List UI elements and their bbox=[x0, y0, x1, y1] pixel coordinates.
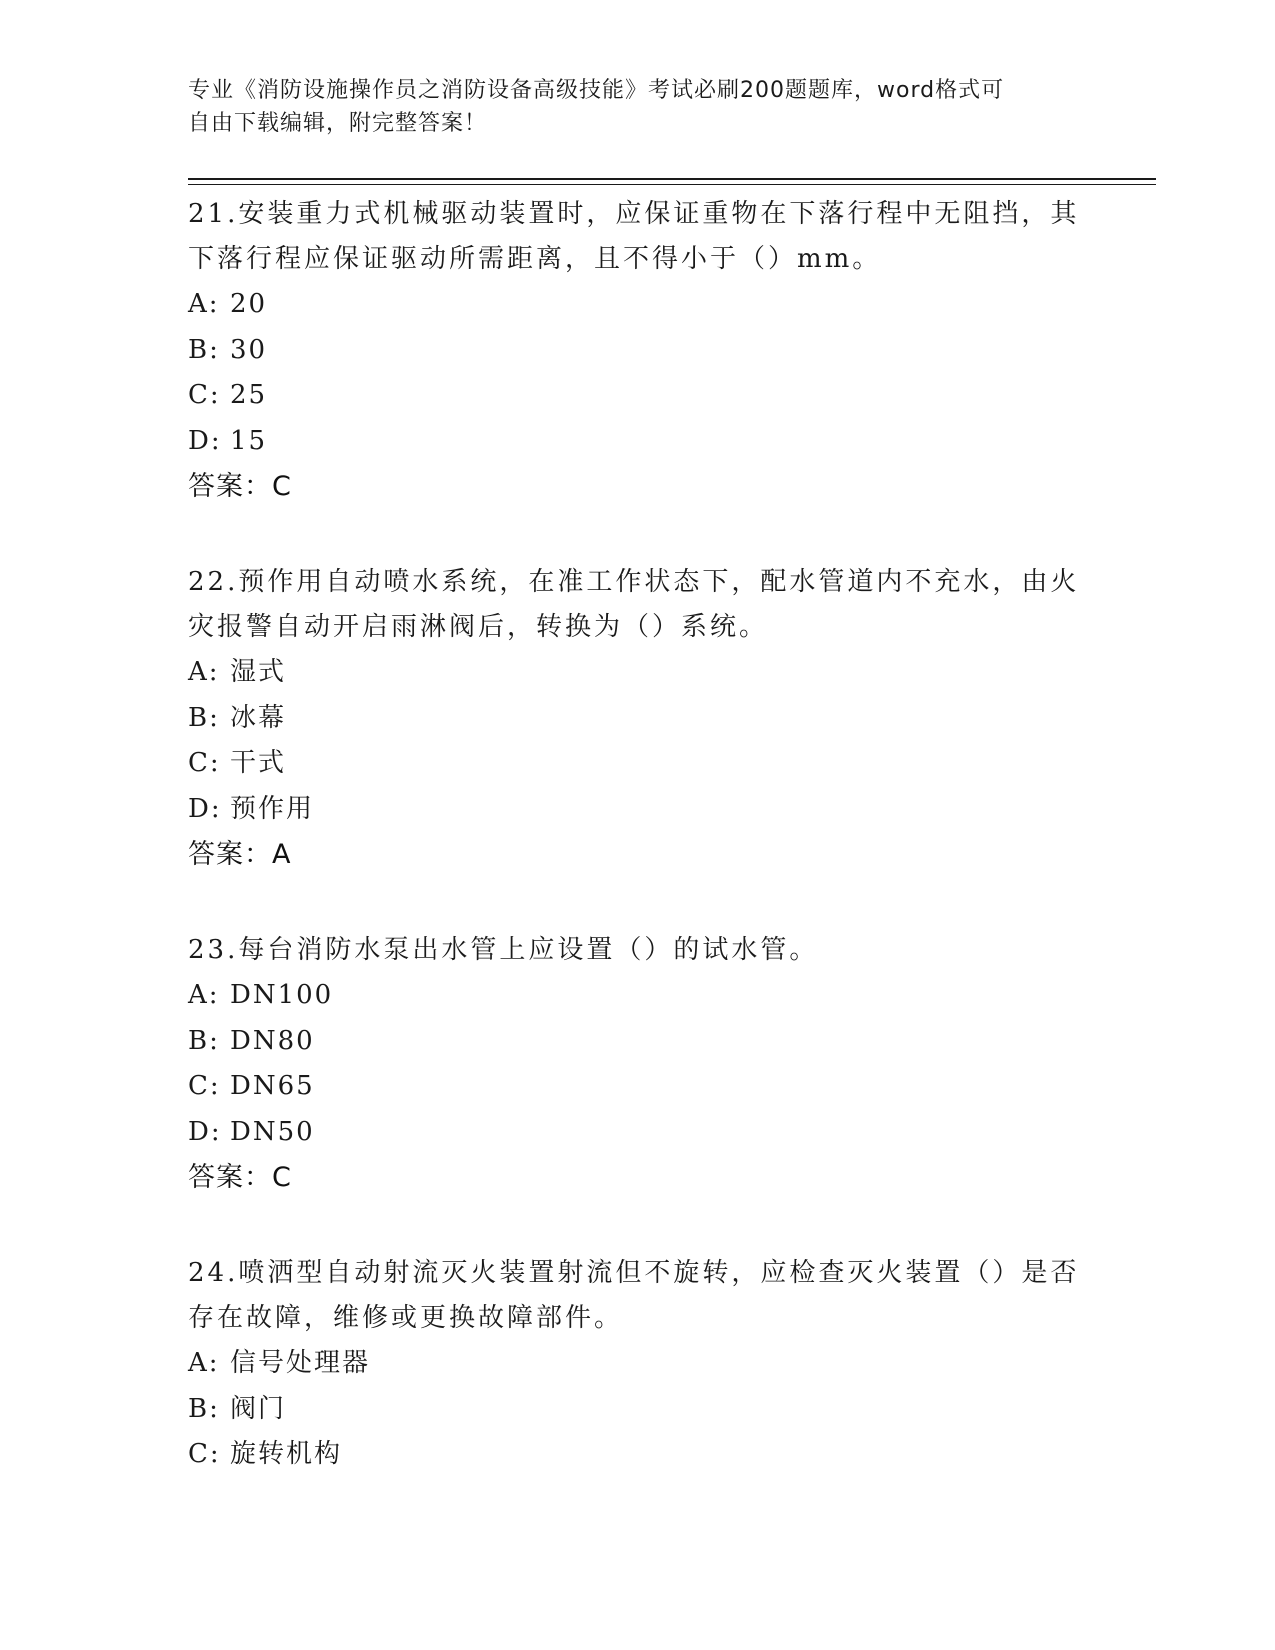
question-21 bbox=[188, 190, 1088, 510]
header-divider-thick bbox=[188, 178, 1156, 180]
option-d bbox=[188, 1110, 1088, 1156]
option-text: 15 bbox=[230, 425, 268, 456]
option-key: A: bbox=[188, 289, 220, 319]
option-key: C: bbox=[188, 380, 221, 410]
question-stem bbox=[188, 190, 1088, 282]
option-text: 干式 bbox=[230, 748, 287, 778]
option-a bbox=[188, 282, 1088, 328]
option-text: 25 bbox=[230, 380, 268, 410]
question-22 bbox=[188, 558, 1088, 878]
option-a bbox=[188, 973, 1088, 1019]
option-c bbox=[188, 1064, 1088, 1110]
question-stem bbox=[188, 1249, 1088, 1341]
question-stem-line: 21.安装重力式机械驱动装置时，应保证重物在下落行程中无阻挡，其 bbox=[188, 199, 1080, 229]
question-stem-line: 灾报警自动开启雨淋阀后，转换为（）系统。 bbox=[188, 612, 769, 642]
option-text: 冰幕 bbox=[230, 702, 287, 733]
header-line-2: 自由下载编辑，附完整答案！ bbox=[188, 111, 488, 136]
option-b bbox=[188, 1019, 1088, 1065]
document-header bbox=[188, 74, 1088, 140]
question-stem bbox=[188, 558, 1088, 650]
option-key: C: bbox=[188, 1071, 221, 1101]
answer-line: 答案：A bbox=[188, 839, 292, 870]
option-text: DN80 bbox=[230, 1025, 315, 1056]
option-key: B: bbox=[188, 1025, 220, 1056]
answer-line: 答案：C bbox=[188, 1162, 292, 1193]
option-key: D: bbox=[188, 425, 222, 456]
question-23 bbox=[188, 926, 1088, 1201]
option-key: B: bbox=[188, 334, 220, 365]
option-text: 预作用 bbox=[230, 793, 315, 824]
option-key: A: bbox=[188, 657, 220, 687]
option-text: 湿式 bbox=[230, 657, 287, 687]
answer-line: 答案：C bbox=[188, 471, 292, 502]
option-key: A: bbox=[188, 1348, 220, 1378]
question-stem-line: 下落行程应保证驱动所需距离，且不得小于（）mm。 bbox=[188, 244, 882, 274]
option-text: 阀门 bbox=[230, 1393, 287, 1424]
option-key: C: bbox=[188, 748, 221, 778]
question-stem bbox=[188, 926, 1088, 973]
option-text: 20 bbox=[230, 289, 268, 319]
option-a bbox=[188, 1341, 1088, 1387]
option-b bbox=[188, 696, 1088, 742]
option-text: DN100 bbox=[230, 980, 334, 1010]
option-text: 30 bbox=[230, 334, 268, 365]
option-d bbox=[188, 419, 1088, 465]
option-text: DN50 bbox=[230, 1116, 315, 1147]
question-stem-line: 22.预作用自动喷水系统，在准工作状态下，配水管道内不充水，由火 bbox=[188, 567, 1080, 597]
option-b bbox=[188, 1387, 1088, 1433]
option-key: D: bbox=[188, 1116, 222, 1147]
option-c bbox=[188, 741, 1088, 787]
question-24 bbox=[188, 1249, 1088, 1478]
option-a bbox=[188, 650, 1088, 696]
question-list bbox=[188, 190, 1088, 1526]
option-key: B: bbox=[188, 702, 220, 733]
option-key: B: bbox=[188, 1393, 220, 1424]
option-d bbox=[188, 787, 1088, 833]
header-divider-thin bbox=[188, 184, 1156, 185]
header-line-1: 专业《消防设施操作员之消防设备高级技能》考试必刷200题题库，word格式可 bbox=[188, 78, 1005, 103]
option-text: DN65 bbox=[230, 1071, 315, 1101]
option-c bbox=[188, 1432, 1088, 1478]
question-stem-line: 24.喷洒型自动射流灭火装置射流但不旋转，应检查灭火装置（）是否 bbox=[188, 1258, 1080, 1288]
option-key: C: bbox=[188, 1439, 221, 1469]
option-c bbox=[188, 373, 1088, 419]
option-key: A: bbox=[188, 980, 220, 1010]
option-text: 旋转机构 bbox=[230, 1439, 343, 1469]
option-b bbox=[188, 328, 1088, 374]
option-text: 信号处理器 bbox=[230, 1348, 371, 1378]
option-key: D: bbox=[188, 793, 222, 824]
question-stem-line: 23.每台消防水泵出水管上应设置（）的试水管。 bbox=[188, 935, 819, 965]
question-stem-line: 存在故障，维修或更换故障部件。 bbox=[188, 1303, 624, 1333]
